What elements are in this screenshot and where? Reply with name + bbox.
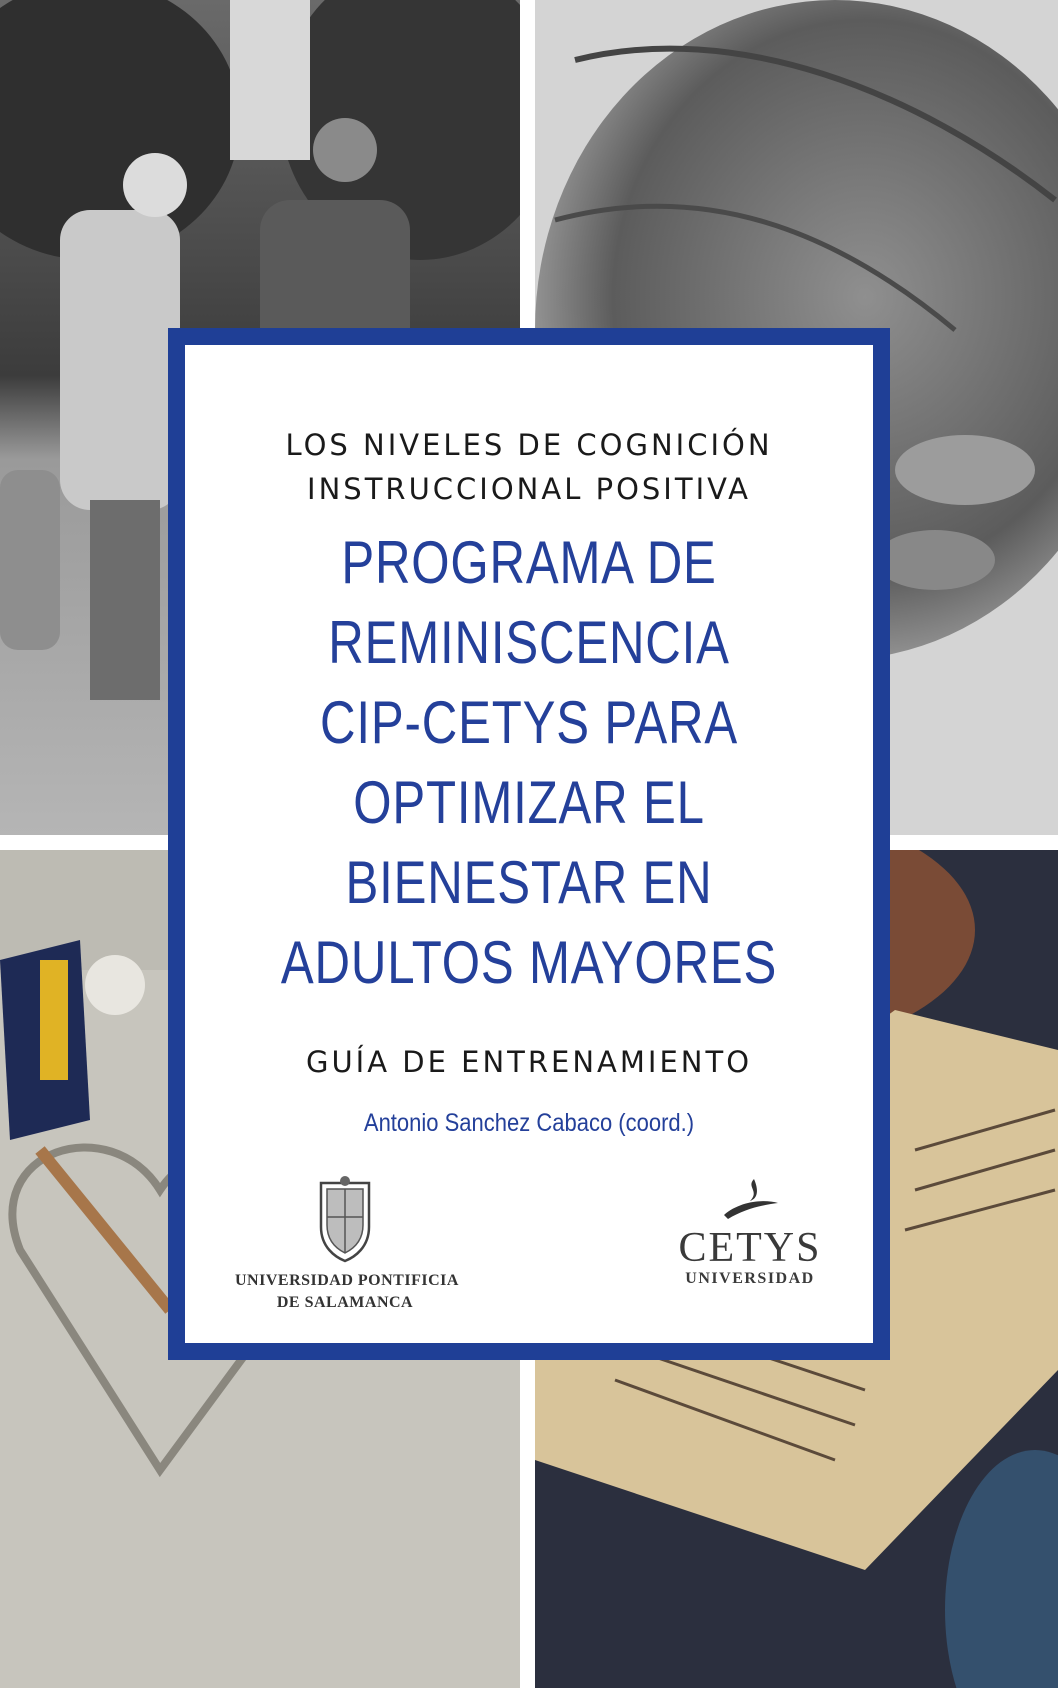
upsa-name-line-1: UNIVERSIDAD PONTIFICIA <box>235 1272 459 1289</box>
book-title-line: OPTIMIZAR EL <box>353 769 705 836</box>
series-title-line-2: INSTRUCCIONAL POSITIVA <box>307 472 751 506</box>
cover-title-frame <box>168 328 890 1360</box>
upsa-name-line-2: DE SALAMANCA <box>276 1294 414 1311</box>
book-subtitle: GUÍA DE ENTRENAMIENTO <box>305 1045 753 1079</box>
book-title-line: REMINISCENCIA <box>328 609 730 676</box>
series-title-line-1: LOS NIVELES DE COGNICIÓN <box>285 428 773 462</box>
cetys-subtitle: UNIVERSIDAD <box>685 1270 815 1287</box>
cetys-logo <box>655 1175 845 1315</box>
cetys-wordmark: CETYS <box>678 1225 822 1271</box>
author-name: Antonio Sanchez Cabaco (coord.) <box>363 1109 695 1137</box>
book-title-line: ADULTOS MAYORES <box>280 929 778 996</box>
book-title-line: CIP-CETYS PARA <box>320 689 738 756</box>
cetys-flame-icon <box>720 1175 780 1221</box>
book-title <box>263 523 794 1003</box>
cover-title-panel <box>185 345 873 1343</box>
book-title-line: BIENESTAR EN <box>345 849 713 916</box>
upsa-logo <box>235 1175 459 1315</box>
upsa-crest-icon <box>311 1175 379 1265</box>
book-title-line: PROGRAMA DE <box>341 529 717 596</box>
